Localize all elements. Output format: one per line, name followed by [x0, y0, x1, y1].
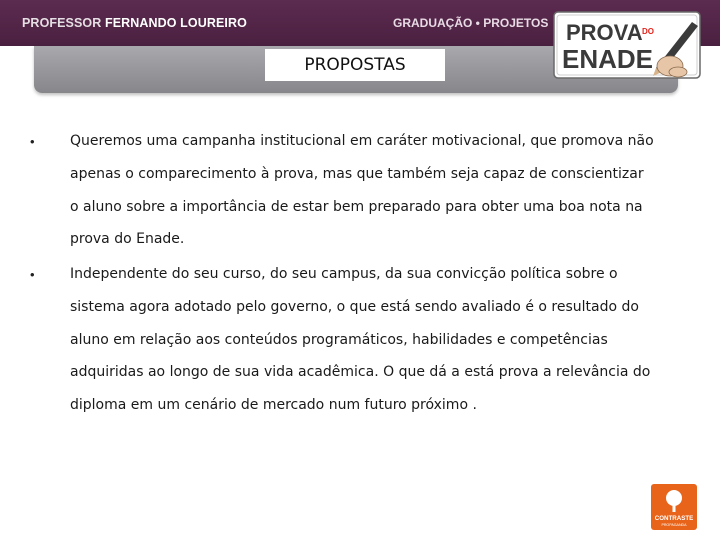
logo-word-prova: PROVA — [566, 20, 643, 45]
bullet-marker: • — [30, 134, 35, 149]
bullet-2-line-3: aluno em relação aos conteúdos programáticos, habilidades e competências — [70, 332, 608, 348]
bullet-1-line-2: apenas o comparecimento à prova, mas que também seja capaz de conscientizar — [70, 166, 644, 182]
professor-fullname: FERNANDO LOUREIRO — [104, 16, 247, 30]
professor-prefix: PROFESSOR — [22, 16, 105, 30]
bullet-2-line-2: sistema agora adotado pelo governo, o que está sendo avaliado é o resultado do — [70, 299, 639, 315]
slide-title: PROPOSTAS — [304, 55, 406, 75]
contraste-name: CONTRASTE — [654, 515, 694, 522]
bullet-1-line-3: o aluno sobre a importância de estar bem preparado para obter uma boa nota na — [70, 199, 643, 215]
contraste-logo — [651, 484, 697, 530]
bullet-2-line-1: Independente do seu curso, do seu campus, da sua convicção política sobre o — [70, 266, 618, 282]
contraste-tagline: PROPAGANDA — [661, 523, 687, 527]
logo-word-do: DO — [642, 27, 654, 36]
bullet-2-line-5: diploma em um cenário de mercado num futuro próximo . — [70, 397, 477, 413]
prova-do-enade-logo — [552, 10, 702, 80]
logo-word-enade: ENADE — [562, 44, 654, 74]
professor-name — [22, 16, 247, 30]
bullet-marker: • — [30, 267, 35, 282]
bullet-1-line-4: prova do Enade. — [70, 231, 185, 247]
bullet-2-line-4: adquiridas ao longo de sua vida acadêmica. O que dá a está prova a relevância do — [70, 364, 651, 380]
header-section-label: GRADUAÇÃO • PROJETOS — [393, 16, 549, 30]
slide-title-box — [265, 49, 445, 81]
bullet-1-line-1: Queremos uma campanha institucional em caráter motivacional, que promova não — [70, 133, 654, 149]
